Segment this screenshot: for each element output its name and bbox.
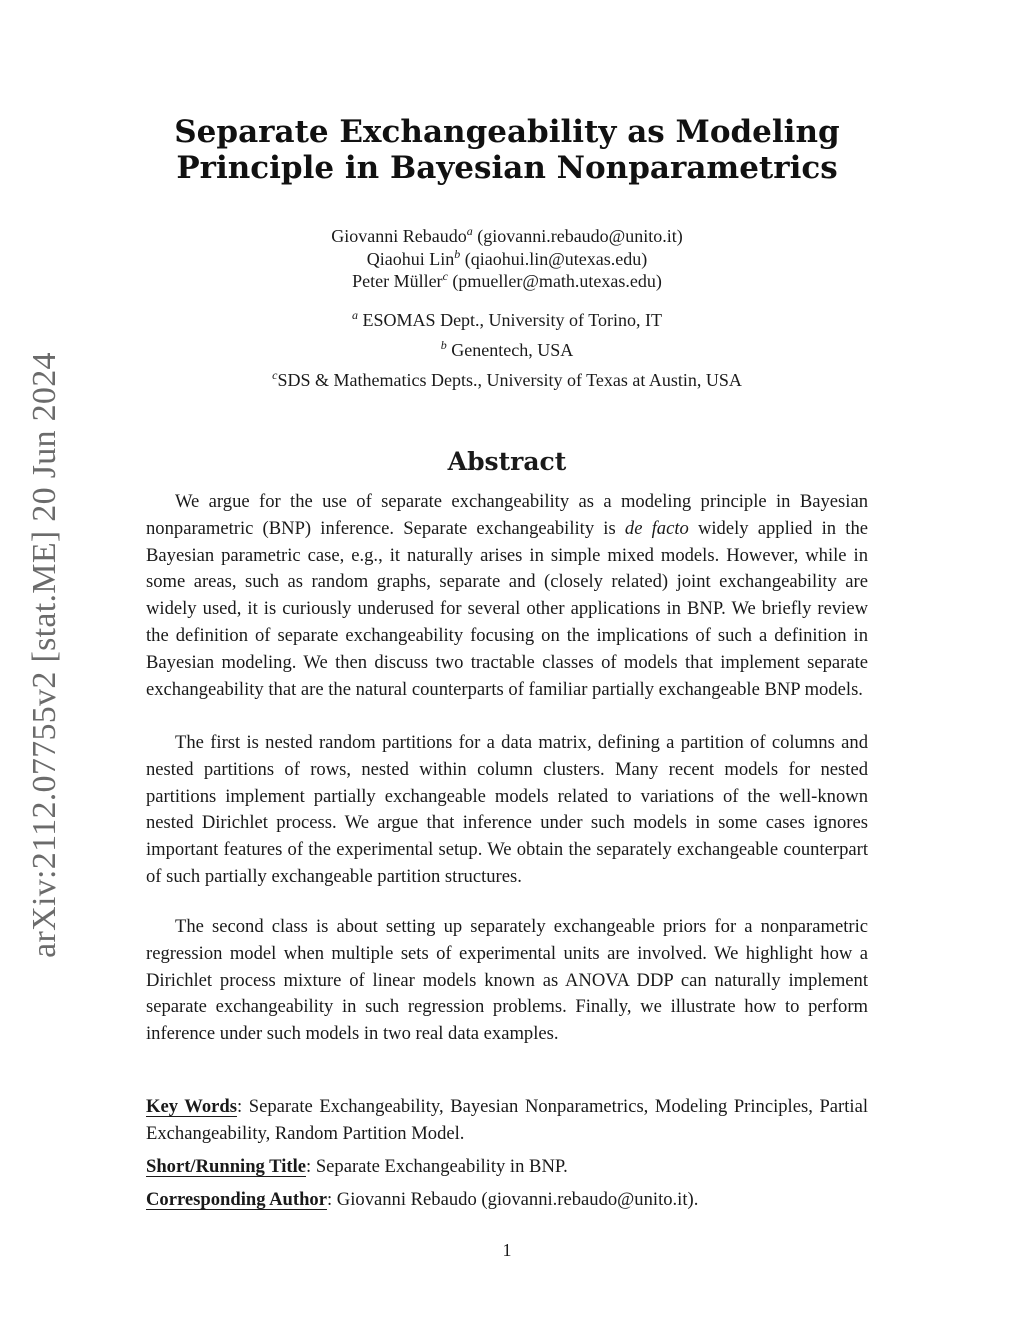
abstract-paragraph-2: The first is nested random partitions for a data matrix, defining a partition of columns and nested partitions of rows, nested within column clusters. Many recent models for nested partitions implement partially exchangeable models related to variations of the well-known nested Dirichlet process. We argue that inference under such models in some cases ignores important features of the experimental setup. We obtain the separately exchangeable counterpart of such partially exchangeable partition structures. [146, 732, 868, 887]
running-title [146, 1154, 868, 1181]
keywords-label: Key Words [146, 1096, 237, 1117]
abstract-p1-emphasis: de facto [624, 517, 689, 539]
abstract-paragraph-1 [146, 489, 868, 703]
keywords-text: : Separate Exchangeability, Bayesian Nonparametrics, Modeling Principles, Partial Exchangeability, Random Partition Model. [146, 1096, 868, 1144]
author-line [200, 248, 814, 271]
title-line-1: Separate Exchangeability as Modeling [174, 114, 840, 150]
keywords [146, 1094, 868, 1148]
author-name: Peter Müller [352, 271, 443, 291]
abstract-paragraph-3: The second class is about setting up separately exchangeable priors for a nonparametric regression model when multiple sets of experimental units are involved. We highlight how a Dirichlet process mixture of linear models known as ANOVA DDP can naturally implement separate exchangeability in such regression problems. Finally, we illustrate how to perform inference under such models in two real data examples. [146, 916, 868, 1045]
affiliation-mark: a [466, 224, 473, 238]
abstract-p1-text: We argue for the use of separate exchangeability as a modeling principle in Bayesian nonparametric (BNP) inference. Separate exchangeability is [146, 491, 868, 539]
running-title-text: : Separate Exchangeability in BNP. [306, 1156, 568, 1177]
affiliation [160, 340, 854, 361]
page-number: 1 [502, 1240, 512, 1260]
affiliation-text: ESOMAS Dept., University of Torino, IT [362, 310, 662, 330]
author-email: (giovanni.rebaudo@unito.it) [477, 226, 683, 246]
author-line [200, 270, 814, 293]
affiliation-mark: c [272, 368, 278, 382]
corresponding-author-label: Corresponding Author [146, 1189, 327, 1210]
running-title-label: Short/Running Title [146, 1156, 306, 1177]
corresponding-author [146, 1187, 868, 1214]
affiliation-mark: b [454, 246, 461, 261]
affiliation [160, 370, 854, 391]
author-list [200, 225, 814, 293]
affiliation-mark: b [440, 338, 447, 352]
affiliation-text: Genentech, USA [451, 340, 574, 360]
affiliation-mark: c [442, 269, 448, 283]
corresponding-author-text: : Giovanni Rebaudo (giovanni.rebaudo@unito.it). [326, 1189, 699, 1210]
affiliation [160, 310, 854, 331]
title-line-2: Principle in Bayesian Nonparametrics [176, 150, 838, 186]
affiliation-text: SDS & Mathematics Depts., University of Texas at Austin, USA [277, 370, 742, 390]
paper-title [130, 114, 884, 186]
affiliation-mark: a [352, 308, 359, 322]
author-email: (pmueller@math.utexas.edu) [452, 271, 662, 291]
author-line [200, 225, 814, 248]
author-name: Qiaohui Lin [366, 248, 455, 269]
abstract-heading: Abstract [447, 447, 567, 476]
arxiv-identifier: arXiv:2112.07755v2 [stat.ME] 20 Jun 2024 [26, 352, 63, 958]
abstract-p1-text-cont: widely applied in the Bayesian parametric case, e.g., it naturally arises in simple mixed models. However, while in some areas, such as random graphs, separate and (closely related) joint exchangeability are widely used, it is curiously underused for several other applications in BNP. We briefly review the definition of separate exchangeability focusing on the implications of such a definition in Bayesian modeling. We then discuss two tractable classes of models that implement separate exchangeability that are the natural counterparts of familiar partially exchangeable BNP models. [146, 517, 868, 700]
author-name: Giovanni Rebaudo [331, 226, 467, 246]
author-email: (qiaohui.lin@utexas.edu) [464, 248, 648, 269]
